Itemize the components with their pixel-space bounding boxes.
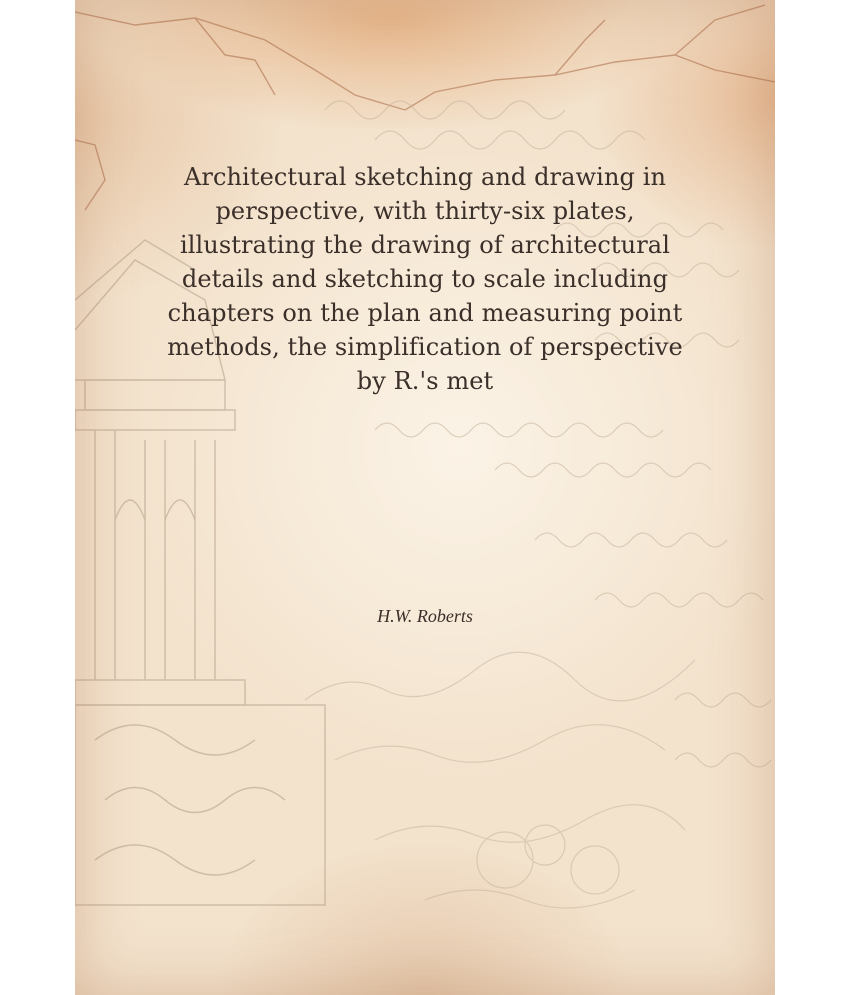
book-author: H.W. Roberts <box>377 606 473 626</box>
book-cover <box>75 0 775 995</box>
landscape-sketch <box>305 652 695 908</box>
book-title: Architectural sketching and drawing in perspective, with thirty-six plates, illustrating the drawing of architectural details and sketching to scale including chapters on the plan and measuring point methods, the simplification of perspective by R.'s met <box>167 163 683 395</box>
cover-illustration <box>75 0 775 995</box>
